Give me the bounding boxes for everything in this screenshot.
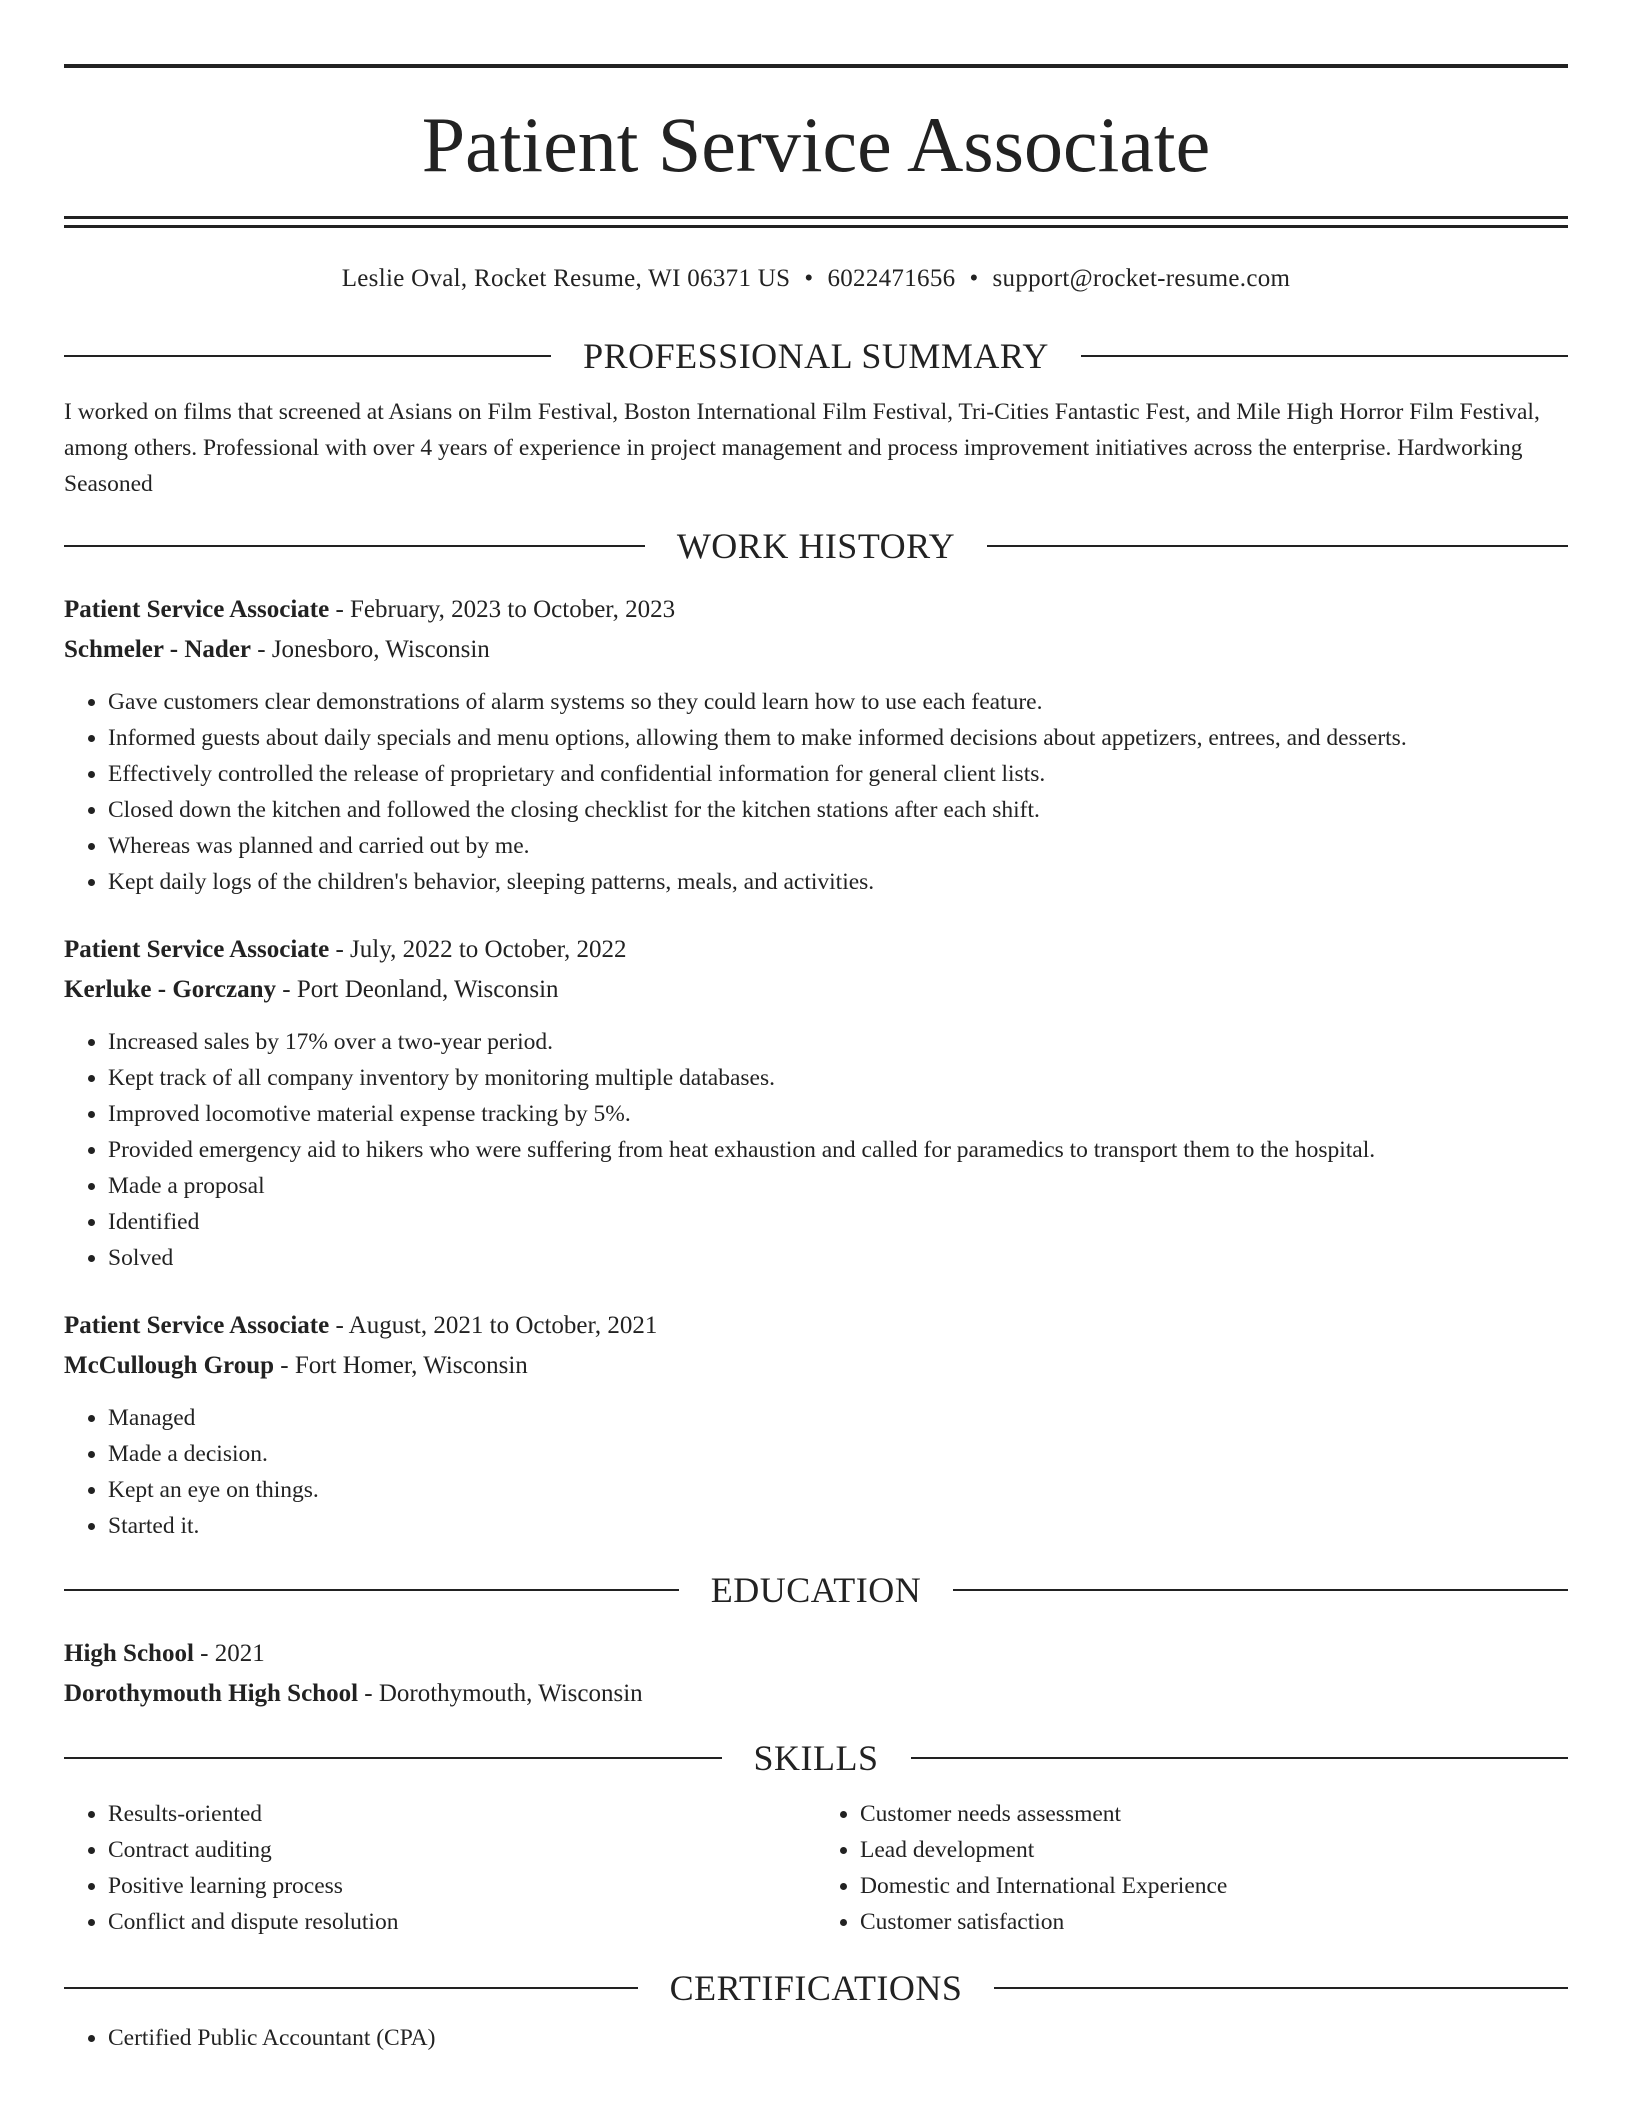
job-bullet-list: [64, 684, 1568, 900]
skill-item: • Domestic and International Experience: [860, 1868, 1568, 1904]
skill-item: • Conflict and dispute resolution: [108, 1904, 816, 1940]
divider-line: [1081, 355, 1568, 357]
job-bullet: • Whereas was planned and carried out by me.: [108, 828, 1568, 864]
skill-item: • Customer needs assessment: [860, 1796, 1568, 1832]
job-dates: - February, 2023 to October, 2023: [329, 596, 676, 623]
job-bullet-list: [64, 1400, 1568, 1544]
skills-grid: [64, 1796, 1568, 1940]
job-bullet: • Kept track of all company inventory by monitoring multiple databases.: [108, 1060, 1568, 1096]
certifications-list: [64, 2020, 1568, 2056]
skill-item: • Customer satisfaction: [860, 1904, 1568, 1940]
job-title: Patient Service Associate: [64, 596, 330, 623]
certification-item: • Certified Public Accountant (CPA): [108, 2020, 1568, 2056]
job-company-line: [64, 630, 1568, 670]
summary-section-header: [64, 338, 1568, 374]
job-company-line: [64, 1346, 1568, 1386]
job-bullet: • Solved: [108, 1240, 1568, 1276]
title-double-rule: [64, 216, 1568, 228]
divider-line: [64, 1987, 638, 1989]
job-entry: [64, 1306, 1568, 1544]
skill-item: • Positive learning process: [108, 1868, 816, 1904]
job-bullet: • Managed: [108, 1400, 1568, 1436]
job-bullet: • Increased sales by 17% over a two-year period.: [108, 1024, 1568, 1060]
resume-title: Patient Service Associate: [421, 101, 1211, 188]
divider-line: [64, 1757, 722, 1759]
job-company: McCullough Group: [64, 1352, 274, 1379]
job-bullet-list: [64, 1024, 1568, 1276]
skills-column-right: [816, 1796, 1568, 1940]
job-bullet: • Improved locomotive material expense tracking by 5%.: [108, 1096, 1568, 1132]
contact-separator: •: [969, 265, 979, 292]
job-company: Kerluke - Gorczany: [64, 976, 276, 1003]
job-dates: - August, 2021 to October, 2021: [329, 1312, 658, 1339]
education-location: - Dorothymouth, Wisconsin: [358, 1680, 643, 1707]
job-bullet: • Effectively controlled the release of proprietary and confidential information for general client lists.: [108, 756, 1568, 792]
education-school: Dorothymouth High School: [64, 1680, 359, 1707]
job-bullet: • Made a decision.: [108, 1436, 1568, 1472]
job-title: Patient Service Associate: [64, 936, 330, 963]
skill-item: • Contract auditing: [108, 1832, 816, 1868]
education-degree: High School: [64, 1640, 194, 1667]
job-bullet: • Closed down the kitchen and followed the closing checklist for the kitchen stations after each shift.: [108, 792, 1568, 828]
job-location: - Fort Homer, Wisconsin: [274, 1352, 528, 1379]
job-bullet: • Kept daily logs of the children's behavior, sleeping patterns, meals, and activities.: [108, 864, 1568, 900]
job-company: Schmeler - Nader: [64, 636, 251, 663]
skill-item: • Lead development: [860, 1832, 1568, 1868]
education-section-header: [64, 1572, 1568, 1608]
job-title-line: [64, 930, 1568, 970]
job-entry: [64, 590, 1568, 900]
job-entry: [64, 930, 1568, 1276]
certifications-section-header: [64, 1970, 1568, 2006]
job-title-line: [64, 590, 1568, 630]
work-heading: WORK HISTORY: [676, 526, 956, 566]
divider-line: [64, 1589, 679, 1591]
job-bullet: • Gave customers clear demonstrations of alarm systems so they could learn how to use each feature.: [108, 684, 1568, 720]
job-bullet: • Identified: [108, 1204, 1568, 1240]
job-bullet: • Provided emergency aid to hikers who were suffering from heat exhaustion and called for paramedics to transport them to the hospital.: [108, 1132, 1568, 1168]
job-title-line: [64, 1306, 1568, 1346]
certifications-heading: CERTIFICATIONS: [669, 1968, 963, 2008]
divider-line: [911, 1757, 1569, 1759]
divider-line: [994, 1987, 1568, 1989]
contact-phone: 6022471656: [827, 265, 956, 292]
contact-address: Leslie Oval, Rocket Resume, WI 06371 US: [341, 265, 791, 292]
job-company-line: [64, 970, 1568, 1010]
job-bullet: • Made a proposal: [108, 1168, 1568, 1204]
skills-section-header: [64, 1740, 1568, 1776]
education-degree-line: [64, 1634, 1568, 1674]
contact-email: support@rocket-resume.com: [992, 265, 1291, 292]
work-section-header: [64, 528, 1568, 564]
job-bullet: • Started it.: [108, 1508, 1568, 1544]
skills-heading: SKILLS: [753, 1738, 879, 1778]
divider-line: [64, 545, 645, 547]
education-year: - 2021: [193, 1640, 265, 1667]
job-title: Patient Service Associate: [64, 1312, 330, 1339]
education-entry: [64, 1634, 1568, 1714]
work-history-list: [64, 590, 1568, 1544]
education-school-line: [64, 1674, 1568, 1714]
skills-column-left: [64, 1796, 816, 1940]
job-bullet: • Kept an eye on things.: [108, 1472, 1568, 1508]
contact-separator: •: [804, 265, 814, 292]
job-bullet: • Informed guests about daily specials and menu options, allowing them to make informed decisions about appetizers, entrees, and desserts.: [108, 720, 1568, 756]
divider-line: [987, 545, 1568, 547]
job-dates: - July, 2022 to October, 2022: [329, 936, 627, 963]
summary-heading: PROFESSIONAL SUMMARY: [583, 336, 1049, 376]
job-location: - Jonesboro, Wisconsin: [251, 636, 490, 663]
divider-line: [64, 355, 551, 357]
summary-text: I worked on films that screened at Asians on Film Festival, Boston International Film Festival, Tri-Cities Fantastic Fest, and Mile High Horror Film Festival, among others. Professional with over 4 years of experience in project management and process improvement initiatives across the enterprise. Hardworking Seasoned: [64, 399, 1540, 497]
divider-line: [953, 1589, 1568, 1591]
contact-line: [64, 264, 1568, 294]
job-location: - Port Deonland, Wisconsin: [276, 976, 559, 1003]
education-heading: EDUCATION: [710, 1570, 922, 1610]
skill-item: • Results-oriented: [108, 1796, 816, 1832]
